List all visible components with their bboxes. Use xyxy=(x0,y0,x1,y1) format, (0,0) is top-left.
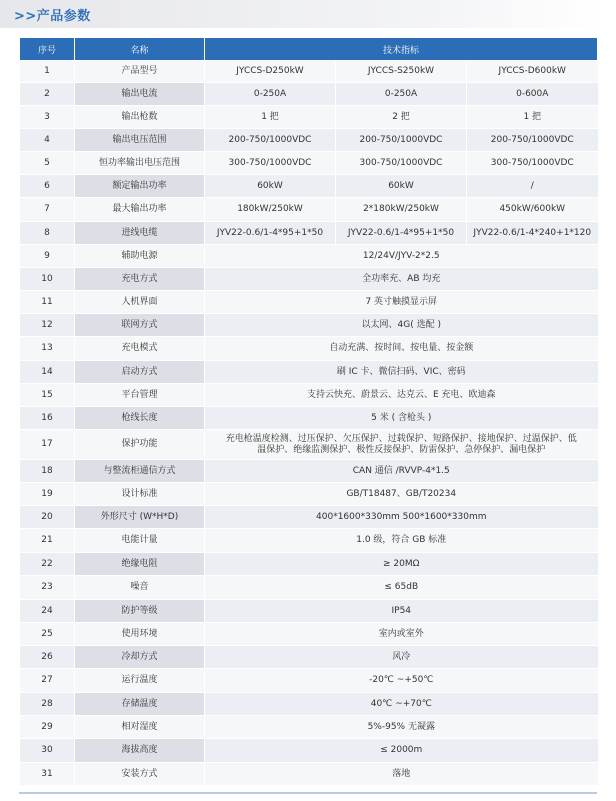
table-row xyxy=(20,198,598,222)
param-value: 200-750/1000VDC xyxy=(336,129,467,152)
table-row xyxy=(20,739,598,763)
param-value: 60kW xyxy=(336,175,467,198)
param-name: 额定输出功率 xyxy=(75,175,205,198)
row-number: 17 xyxy=(20,430,75,460)
section-title: >>产品参数 xyxy=(14,9,91,24)
table-row xyxy=(20,716,598,739)
table-row xyxy=(20,61,598,83)
row-number: 11 xyxy=(20,291,75,314)
row-number: 25 xyxy=(20,623,75,646)
param-value: 以太网、4G( 选配 ) xyxy=(205,314,598,337)
table-row xyxy=(20,407,598,430)
param-value: 0-250A xyxy=(205,83,336,106)
table-row xyxy=(20,669,598,693)
table-row xyxy=(20,430,598,460)
param-value: 0-600A xyxy=(467,83,598,106)
row-number: 15 xyxy=(20,384,75,407)
param-name: 输出枪数 xyxy=(75,106,205,129)
row-number: 1 xyxy=(20,61,75,83)
row-number: 14 xyxy=(20,361,75,384)
param-value: 充电枪温度检测、过压保护、欠压保护、过载保护、短路保护、接地保护、过温保护、低温保护、绝缘监测保护、极性反接保护、防雷保护、急停保护、漏电保护 xyxy=(205,430,598,460)
param-name: 辅助电源 xyxy=(75,245,205,268)
param-value: IP54 xyxy=(205,600,598,623)
row-number: 31 xyxy=(20,763,75,786)
param-name: 运行温度 xyxy=(75,669,205,693)
param-name: 最大输出功率 xyxy=(75,198,205,222)
table-row xyxy=(20,245,598,268)
param-value: 5%-95% 无凝露 xyxy=(205,716,598,739)
param-value: ≤ 2000m xyxy=(205,739,598,763)
param-name: 存储温度 xyxy=(75,693,205,716)
param-value: 1.0 级，符合 GB 标准 xyxy=(205,529,598,553)
param-name: 进线电缆 xyxy=(75,222,205,245)
param-value: 400*1600*330mm 500*1600*330mm xyxy=(205,506,598,529)
param-name: 人机界面 xyxy=(75,291,205,314)
row-number: 4 xyxy=(20,129,75,152)
table-row xyxy=(20,460,598,483)
param-name: 设计标准 xyxy=(75,483,205,506)
table-row xyxy=(20,763,598,786)
row-number: 23 xyxy=(20,576,75,600)
row-number: 19 xyxy=(20,483,75,506)
param-value: 1 把 xyxy=(467,106,598,129)
row-number: 28 xyxy=(20,693,75,716)
param-name: 输出电压范围 xyxy=(75,129,205,152)
param-value: JYCCS-D250kW xyxy=(205,61,336,83)
row-number: 10 xyxy=(20,268,75,291)
row-number: 24 xyxy=(20,600,75,623)
param-name: 恒功率输出电压范围 xyxy=(75,152,205,175)
table-row xyxy=(20,361,598,384)
param-value: JYCCS-S250kW xyxy=(336,61,467,83)
param-name: 产品型号 xyxy=(75,61,205,83)
row-number: 27 xyxy=(20,669,75,693)
param-name: 与整流柜通信方式 xyxy=(75,460,205,483)
row-number: 8 xyxy=(20,222,75,245)
row-number: 2 xyxy=(20,83,75,106)
table-row xyxy=(20,600,598,623)
param-name: 联网方式 xyxy=(75,314,205,337)
param-name: 电能计量 xyxy=(75,529,205,553)
row-number: 26 xyxy=(20,646,75,669)
param-value: 180kW/250kW xyxy=(205,198,336,222)
param-value: 12/24V/JYV-2*2.5 xyxy=(205,245,598,268)
row-number: 13 xyxy=(20,337,75,361)
param-value: 0-250A xyxy=(336,83,467,106)
header-no: 序号 xyxy=(20,38,75,61)
param-name: 防护等级 xyxy=(75,600,205,623)
param-value: ≤ 65dB xyxy=(205,576,598,600)
table-row xyxy=(20,268,598,291)
param-name: 平台管理 xyxy=(75,384,205,407)
table-row xyxy=(20,152,598,175)
table-row xyxy=(20,314,598,337)
table-row xyxy=(20,384,598,407)
table-row xyxy=(20,506,598,529)
param-value: 自动充满、按时间、按电量、按金额 xyxy=(205,337,598,361)
table-row xyxy=(20,623,598,646)
table-row xyxy=(20,222,598,245)
table-row xyxy=(20,129,598,152)
param-value: JYV22-0.6/1-4*240+1*120 xyxy=(467,222,598,245)
param-value: JYV22-0.6/1-4*95+1*50 xyxy=(336,222,467,245)
param-name: 枪线长度 xyxy=(75,407,205,430)
param-value: 落地 xyxy=(205,763,598,786)
header-spec: 技术指标 xyxy=(205,38,598,61)
table-row xyxy=(20,576,598,600)
param-name: 充电模式 xyxy=(75,337,205,361)
param-value: 刷 IC 卡、微信扫码、VIC、密码 xyxy=(205,361,598,384)
param-value: 风冷 xyxy=(205,646,598,669)
param-value: ≥ 20MΩ xyxy=(205,553,598,576)
row-number: 21 xyxy=(20,529,75,553)
row-number: 20 xyxy=(20,506,75,529)
row-number: 18 xyxy=(20,460,75,483)
table-row xyxy=(20,83,598,106)
param-value: 60kW xyxy=(205,175,336,198)
param-name: 外形尺寸 (W*H*D) xyxy=(75,506,205,529)
param-name: 充电方式 xyxy=(75,268,205,291)
param-value: 2*180kW/250kW xyxy=(336,198,467,222)
param-name: 噪音 xyxy=(75,576,205,600)
row-number: 5 xyxy=(20,152,75,175)
table-row xyxy=(20,483,598,506)
row-number: 16 xyxy=(20,407,75,430)
param-name: 输出电流 xyxy=(75,83,205,106)
param-value: CAN 通信 /RVVP-4*1.5 xyxy=(205,460,598,483)
row-number: 7 xyxy=(20,198,75,222)
param-value: JYV22-0.6/1-4*95+1*50 xyxy=(205,222,336,245)
param-value: 40℃ ~+70℃ xyxy=(205,693,598,716)
param-value: 200-750/1000VDC xyxy=(205,129,336,152)
param-value: / xyxy=(467,175,598,198)
param-name: 安装方式 xyxy=(75,763,205,786)
param-name: 绝缘电阻 xyxy=(75,553,205,576)
table-header-row xyxy=(20,38,598,61)
row-number: 6 xyxy=(20,175,75,198)
param-value: 300-750/1000VDC xyxy=(467,152,598,175)
param-value: JYCCS-D600kW xyxy=(467,61,598,83)
param-value: 5 米 ( 含枪头 ) xyxy=(205,407,598,430)
param-value: 2 把 xyxy=(336,106,467,129)
table-row xyxy=(20,291,598,314)
param-name: 相对湿度 xyxy=(75,716,205,739)
table-row xyxy=(20,553,598,576)
param-value: 7 英寸触摸显示屏 xyxy=(205,291,598,314)
table-row xyxy=(20,693,598,716)
table-row xyxy=(20,646,598,669)
param-name: 使用环境 xyxy=(75,623,205,646)
param-value: 300-750/1000VDC xyxy=(336,152,467,175)
table-row xyxy=(20,106,598,129)
param-value: GB/T18487、GB/T20234 xyxy=(205,483,598,506)
header-name: 名称 xyxy=(75,38,205,61)
row-number: 12 xyxy=(20,314,75,337)
param-name: 冷却方式 xyxy=(75,646,205,669)
param-value: 室内或室外 xyxy=(205,623,598,646)
param-value: -20℃ ~+50℃ xyxy=(205,669,598,693)
section-header xyxy=(0,0,606,28)
table-row xyxy=(20,337,598,361)
param-name: 海拔高度 xyxy=(75,739,205,763)
param-value: 支持云快充、蔚景云、达克云、E 充电、欧迪森 xyxy=(205,384,598,407)
param-name: 保护功能 xyxy=(75,430,205,460)
param-value: 1 把 xyxy=(205,106,336,129)
product-params-table xyxy=(19,38,598,786)
table-row xyxy=(20,175,598,198)
param-value: 200-750/1000VDC xyxy=(467,129,598,152)
table-row xyxy=(20,529,598,553)
row-number: 9 xyxy=(20,245,75,268)
param-name: 启动方式 xyxy=(75,361,205,384)
param-value: 全功率充、AB 均充 xyxy=(205,268,598,291)
row-number: 30 xyxy=(20,739,75,763)
footer-divider xyxy=(19,792,597,794)
row-number: 29 xyxy=(20,716,75,739)
row-number: 22 xyxy=(20,553,75,576)
row-number: 3 xyxy=(20,106,75,129)
param-value: 450kW/600kW xyxy=(467,198,598,222)
param-value: 300-750/1000VDC xyxy=(205,152,336,175)
